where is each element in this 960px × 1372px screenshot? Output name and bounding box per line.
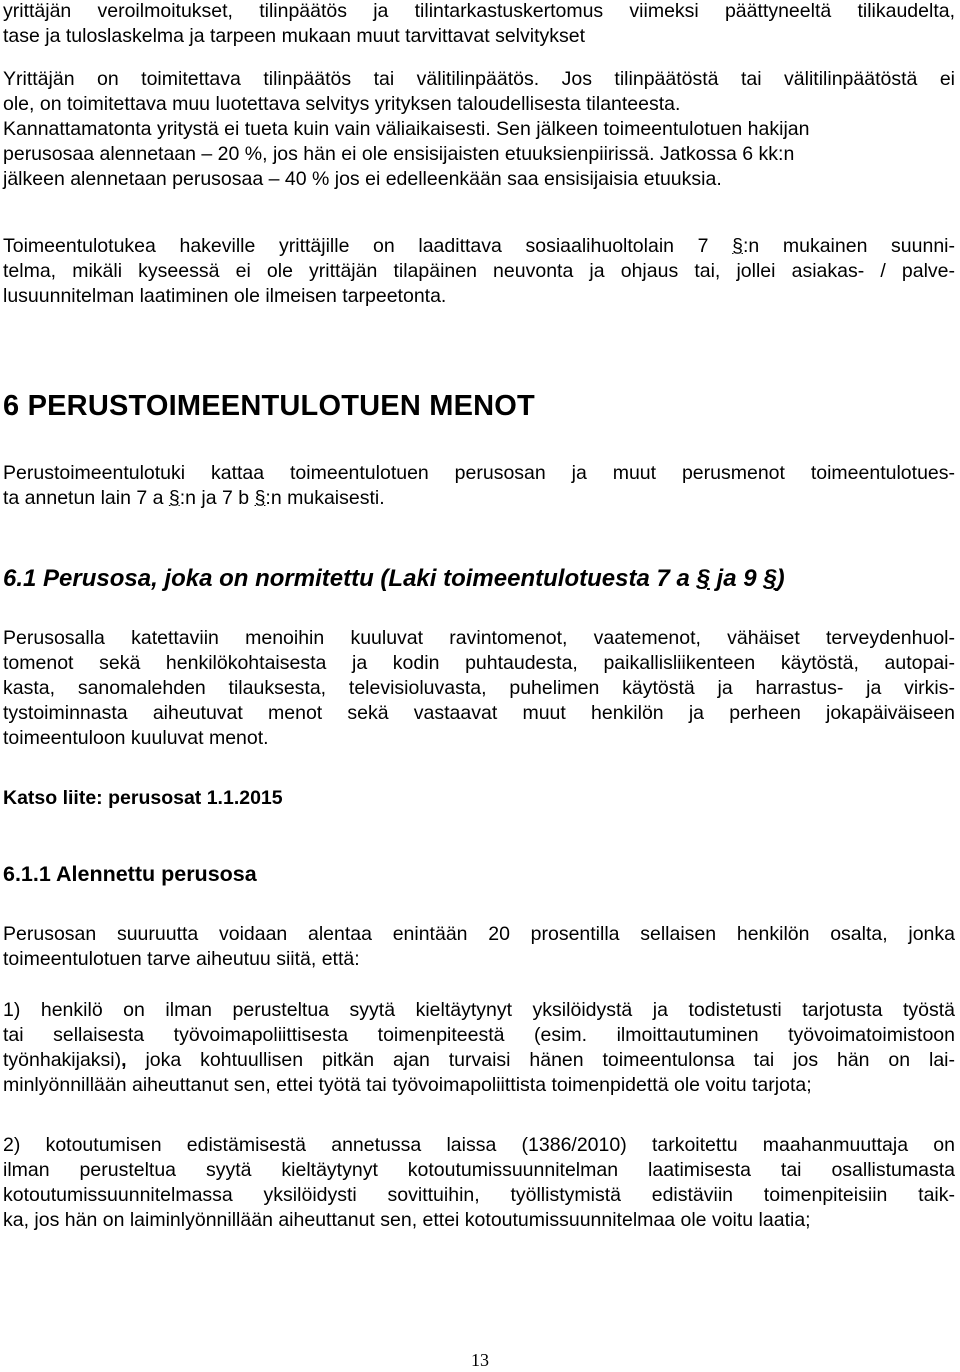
section-6-1-heading: 6.1 Perusosa, joka on normitettu (Laki toimeentulotuesta 7 a § ja 9 §) — [3, 565, 785, 592]
text-line: minlyönnillään aiheuttanut sen, ettei työtä tai työvoimapoliittista toimenpidettä ole voitu tarjota; — [3, 1074, 812, 1096]
text-line: Perusosalla katettaviin menoihin kuuluvat ravintomenot, vaatemenot, vähäiset terveydenhuol- — [3, 627, 955, 649]
text-line: ka, jos hän on laiminlyönnillään aiheuttanut sen, ettei kotoutumissuunnitelmaa ole voitu laatia; — [3, 1209, 811, 1231]
text-line: Perustoimeentulotuki kattaa toimeentulotuen perusosan ja muut perusmenot toimeentulotues- — [3, 462, 955, 484]
section-sign: § — [763, 565, 777, 592]
text-line: toimeentulotuen tarve aiheutuu siitä, että: — [3, 948, 360, 970]
text-line: kotoutumissuunnitelmassa yksilöidysti sovittuihin, työllistymistä edistäviin toimenpiteisiin taik- — [3, 1184, 955, 1206]
text-line: Toimeentulotukea hakeville yrittäjille on laadittava sosiaalihuoltolain 7 §:n mukainen suunni- — [3, 235, 956, 257]
text-line: Perusosan suuruutta voidaan alentaa enintään 20 prosentilla sellaisen henkilön osalta, jonka — [3, 923, 955, 945]
text-line: telma, mikäli kyseessä ei ole yrittäjän tilapäinen neuvonta ja ohjaus tai, jollei asiakas- / palve- — [3, 260, 955, 282]
text-line: tase ja tuloslaskelma ja tarpeen mukaan muut tarvittavat selvitykset — [3, 25, 586, 47]
text-line: tomenot sekä henkilökohtaisesta ja kodin puhtaudesta, paikallisliikenteen käytöstä, autopai- — [3, 652, 955, 674]
section-sign: § — [168, 487, 180, 509]
text-line: kasta, sanomalehden tilauksesta, televisioluvasta, puhelimen käytöstä ja harrastus- ja virkis- — [3, 677, 955, 699]
text-line: työnhakijaksi), joka kohtuullisen pitkän ajan turvaisi hänen toimeentulonsa tai jos hän on lai- — [3, 1049, 955, 1071]
section-sign: § — [732, 235, 743, 257]
text-line: jälkeen alennetaan perusosaa – 40 % jos ei edelleenkään saa ensisijaisia etuuksia. — [3, 168, 722, 190]
text-line: ta annetun lain 7 a §:n ja 7 b §:n mukaisesti. — [3, 487, 385, 509]
text-line: yrittäjän veroilmoitukset, tilinpäätös ja tilintarkastuskertomus viimeksi päättyneeltä tilikaudelta, — [3, 0, 955, 22]
section-6-1-paragraph — [3, 626, 955, 751]
see-appendix-note: Katso liite: perusosat 1.1.2015 — [3, 787, 283, 809]
intro-paragraph — [3, 0, 955, 49]
text-line: 2) kotoutumisen edistämisestä annetussa laissa (1386/2010) tarkoitettu maahanmuuttaja on — [3, 1134, 955, 1156]
section-sign: § — [696, 565, 710, 592]
text-line: Yrittäjän on toimitettava tilinpäätös tai välitilinpäätös. Jos tilinpäätöstä tai välitilinpäätöstä ei — [3, 68, 955, 90]
text-line: tai sellaisesta työvoimapoliittisesta toimenpiteestä (esim. ilmoittautuminen työvoimatoimistoon — [3, 1024, 955, 1046]
section-6-1-1-heading: 6.1.1 Alennettu perusosa — [3, 862, 257, 886]
text-line: ole, on toimitettava muu luotettava selvitys yrityksen taloudellisesta tilanteesta. — [3, 93, 681, 115]
text-line: perusosaa alennetaan – 20 %, jos hän ei ole ensisijaisten etuuksienpiirissä. Jatkossa 6 kk:n — [3, 143, 795, 165]
section-6-heading: 6 PERUSTOIMEENTULOTUEN MENOT — [3, 390, 535, 422]
list-item — [3, 998, 955, 1098]
text-line: toimeentuloon kuuluvat menot. — [3, 727, 269, 749]
section-sign: § — [254, 487, 266, 509]
plan-paragraph — [3, 234, 955, 309]
text-line: tystoiminnasta aiheutuvat menot sekä vastaavat muut henkilön ja perheen jokapäiväiseen — [3, 702, 955, 724]
page-number: 13 — [471, 1350, 489, 1370]
entrepreneur-paragraph — [3, 67, 955, 192]
text-line: 1) henkilö on ilman perusteltua syytä kieltäytynyt yksilöidystä ja todistetusti tarjotusta työstä — [3, 999, 955, 1021]
text-line: ilman perusteltua syytä kieltäytynyt kotoutumissuunnitelman laatimisesta tai osallistumasta — [3, 1159, 955, 1181]
section-6-1-1-intro — [3, 922, 955, 972]
text-line: Kannattamatonta yritystä ei tueta kuin vain väliaikaisesti. Sen jälkeen toimeentulotuen hakijan — [3, 118, 810, 140]
text-line: lusuunnitelman laatiminen ole ilmeisen tarpeetonta. — [3, 285, 447, 307]
list-item — [3, 1133, 955, 1233]
section-6-paragraph — [3, 461, 955, 511]
